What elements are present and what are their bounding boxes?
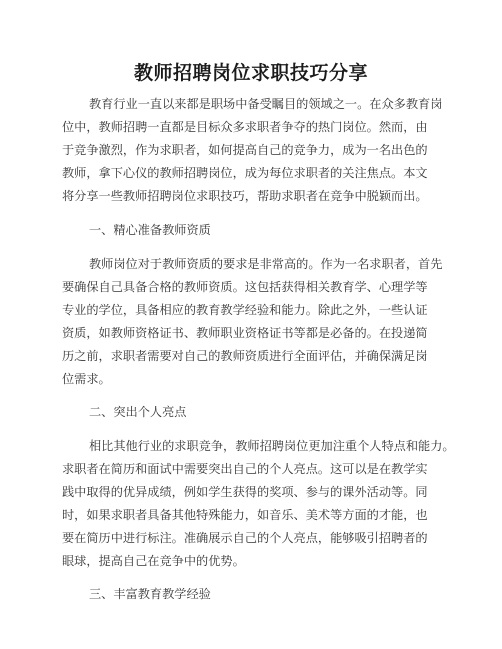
section-line: 时，如果求职者具备其他特殊能力，如音乐、美术等方面的才能，也 [62, 508, 428, 522]
section-line: 资质，如教师资格证书、教师职业资格证书等都是必备的。在投递简 [62, 326, 428, 340]
section-line: 要确保自己具备合格的教师资质。这包括获得相关教育学、心理学等 [62, 280, 428, 294]
section-heading: 二、突出个人亮点 [89, 405, 187, 419]
section-heading: 三、丰富教育教学经验 [89, 587, 211, 601]
section-line: 位需求。 [62, 372, 111, 386]
intro-line: 教育行业一直以来都是职场中备受瞩目的领域之一。在众多教育岗 [89, 97, 443, 111]
intro-line: 位中，教师招聘一直都是目标众多求职者争夺的热门岗位。然而，由 [62, 120, 428, 134]
document-title: 教师招聘岗位求职技巧分享 [133, 62, 368, 84]
intro-line: 教师，拿下心仪的教师招聘岗位，成为每位求职者的关注焦点。本文 [62, 166, 428, 180]
section-line: 要在简历中进行标注。准确展示自己的个人亮点，能够吸引招聘者的 [62, 531, 428, 545]
section-line: 相比其他行业的求职竞争，教师招聘岗位更加注重个人特点和能力。 [89, 439, 455, 453]
section-line: 践中取得的优异成绩，例如学生获得的奖项、参与的课外活动等。同 [62, 485, 428, 499]
section-heading: 一、精心准备教师资质 [89, 223, 211, 237]
section-line: 教师岗位对于教师资质的要求是非常高的。作为一名求职者，首先 [89, 257, 443, 271]
intro-line: 将分享一些教师招聘岗位求职技巧，帮助求职者在竞争中脱颖而出。 [62, 189, 428, 203]
section-line: 求职者在简历和面试中需要突出自己的个人亮点。这可以是在教学实 [62, 462, 428, 476]
section-line: 历之前，求职者需要对自己的教师资质进行全面评估，并确保满足岗 [62, 349, 428, 363]
section-line: 眼球，提高自己在竞争中的优势。 [62, 554, 245, 568]
intro-line: 于竞争激烈，作为求职者，如何提高自己的竞争力，成为一名出色的 [62, 143, 428, 157]
section-line: 专业的学位，具备相应的教育教学经验和能力。除此之外，一些认证 [62, 303, 428, 317]
